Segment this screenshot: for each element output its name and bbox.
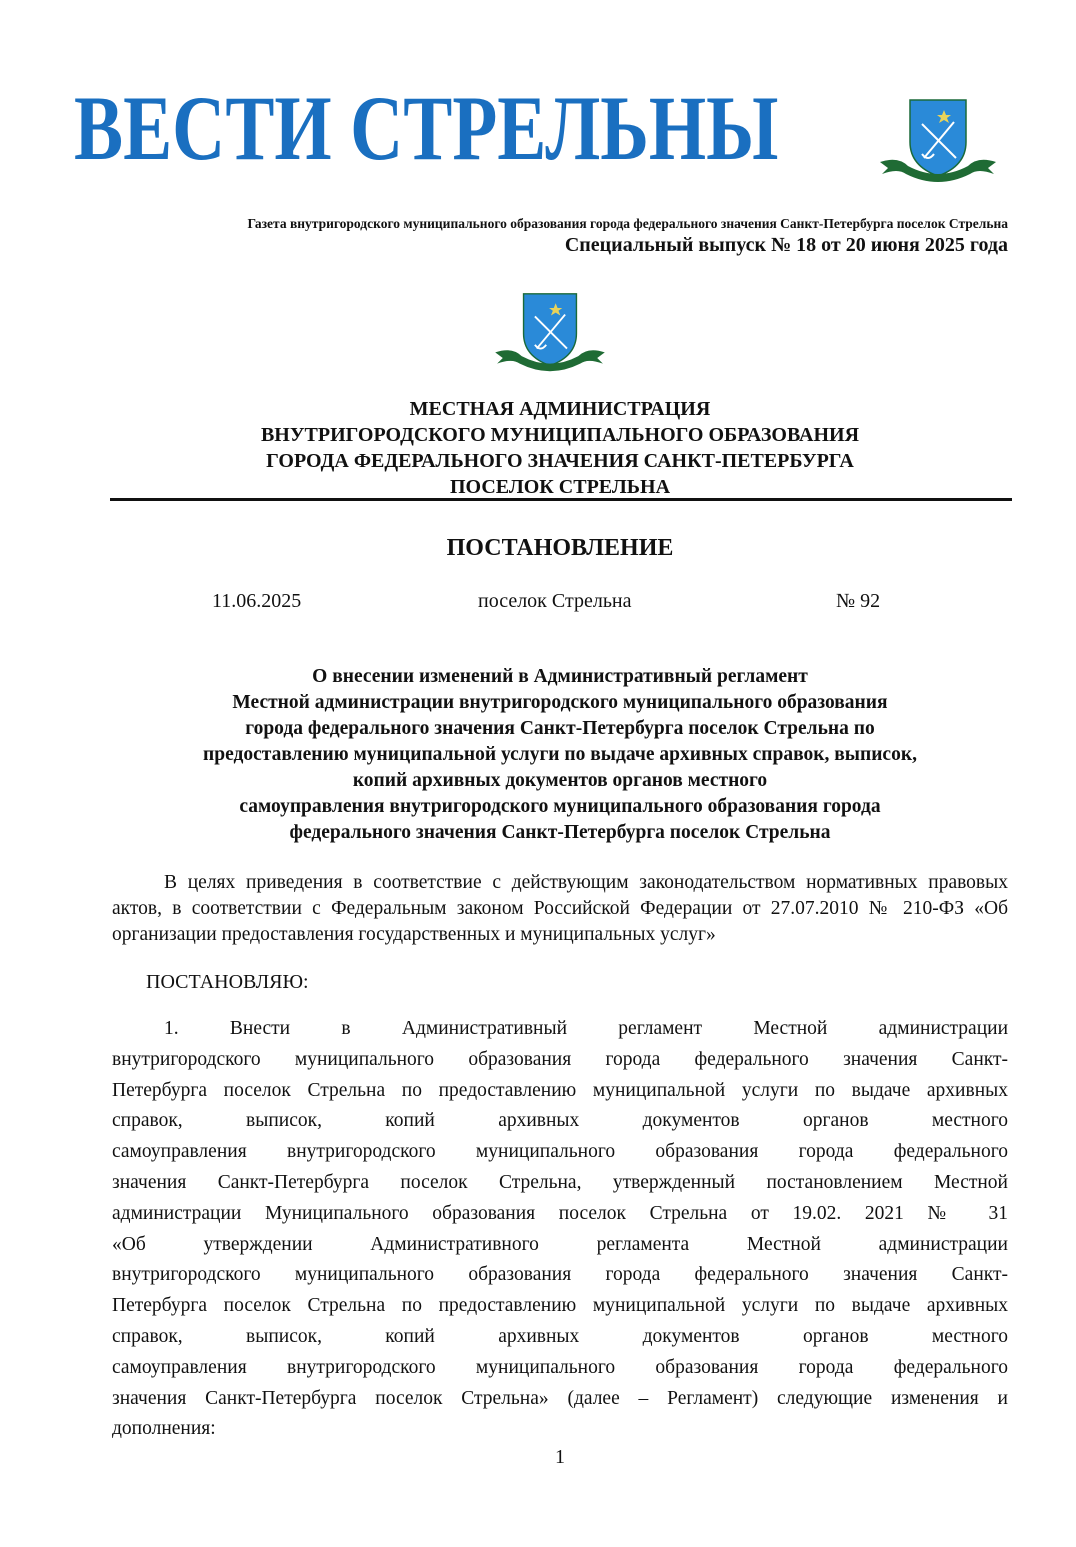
- document-number: № 92: [836, 590, 881, 612]
- decree-heading: ПОСТАНОВЛЯЮ:: [146, 971, 309, 993]
- paragraph-line: значения Санкт-Петербурга поселок Стрельна, утвержденный постановлением Местной: [112, 1171, 1008, 1193]
- page-number: 1: [555, 1446, 565, 1468]
- document-type: ПОСТАНОВЛЕНИЕ: [446, 535, 674, 561]
- paragraph-line: дополнения:: [112, 1418, 216, 1440]
- title-line: федерального значения Санкт-Петербурга поселок Стрельна: [289, 822, 831, 843]
- paragraph-line: самоуправления внутригородского муниципального образования города федерального: [112, 1141, 1008, 1163]
- document-place: поселок Стрельна: [478, 590, 632, 612]
- organization-name: [110, 396, 1010, 500]
- document-date: 11.06.2025: [212, 590, 302, 612]
- org-line: МЕСТНАЯ АДМИНИСТРАЦИЯ: [409, 398, 711, 420]
- title-line: предоставлению муниципальной услуги по выдаче архивных справок, выписок,: [203, 744, 917, 765]
- paragraph-line: справок, выписок, копий архивных документов органов местного: [112, 1110, 1008, 1132]
- org-line: ГОРОДА ФЕДЕРАЛЬНОГО ЗНАЧЕНИЯ САНКТ-ПЕТЕРБУРГА: [266, 450, 854, 472]
- title-line: О внесении изменений в Административный регламент: [312, 666, 808, 687]
- paragraph-line: «Об утверждении Административного регламента Местной администрации: [112, 1233, 1008, 1255]
- newspaper-subtitle: Газета внутригородского муниципального образования города федерального значения Санкт-Петербурга поселок Стрельна: [247, 216, 1008, 231]
- item-1-paragraph: [112, 1014, 1008, 1445]
- coat-of-arms-icon: [878, 96, 998, 191]
- coat-of-arms-icon: [490, 290, 610, 385]
- header-divider: [110, 498, 1012, 501]
- paragraph-line: справок, выписок, копий архивных документов органов местного: [112, 1325, 1008, 1347]
- title-line: города федерального значения Санкт-Петербурга поселок Стрельна по: [245, 718, 875, 739]
- org-line: ВНУТРИГОРОДСКОГО МУНИЦИПАЛЬНОГО ОБРАЗОВАНИЯ: [260, 424, 860, 446]
- paragraph-line: самоуправления внутригородского муниципального образования города федерального: [112, 1356, 1008, 1378]
- paragraph-line: Петербурга поселок Стрельна по предоставлению муниципальной услуги по выдаче архивных: [112, 1079, 1008, 1101]
- paragraph-line: значения Санкт-Петербурга поселок Стрельна» (далее – Регламент) следующие изменения и: [112, 1387, 1008, 1409]
- title-line: Местной администрации внутригородского муниципального образования: [232, 692, 888, 713]
- title-line: копий архивных документов органов местного: [352, 770, 768, 791]
- paragraph-line: 1. Внести в Административный регламент Местной администрации: [164, 1018, 1008, 1039]
- preamble-paragraph: В целях приведения в соответствие с действующим законодательством нормативных правовых актов, в соответствии с Федеральным законом Российской Федерации от 27.07.2010 № 210-ФЗ «Об организации предоставления государственных и муниципальных услуг»: [112, 872, 1008, 945]
- paragraph-line: администрации Муниципального образования поселок Стрельна от 19.02. 2021 № 31: [112, 1202, 1008, 1224]
- document-title: [160, 664, 960, 846]
- paragraph-line: внутригородского муниципального образования города федерального значения Санкт-: [112, 1048, 1008, 1070]
- org-line: ПОСЕЛОК СТРЕЛЬНА: [449, 476, 671, 498]
- newspaper-title: ВЕСТИ СТРЕЛЬНЫ: [74, 77, 779, 179]
- paragraph-line: Петербурга поселок Стрельна по предоставлению муниципальной услуги по выдаче архивных: [112, 1295, 1008, 1317]
- title-line: самоуправления внутригородского муниципального образования города: [239, 796, 881, 817]
- paragraph-line: внутригородского муниципального образования города федерального значения Санкт-: [112, 1264, 1008, 1286]
- issue-info: Специальный выпуск № 18 от 20 июня 2025 года: [564, 234, 1008, 256]
